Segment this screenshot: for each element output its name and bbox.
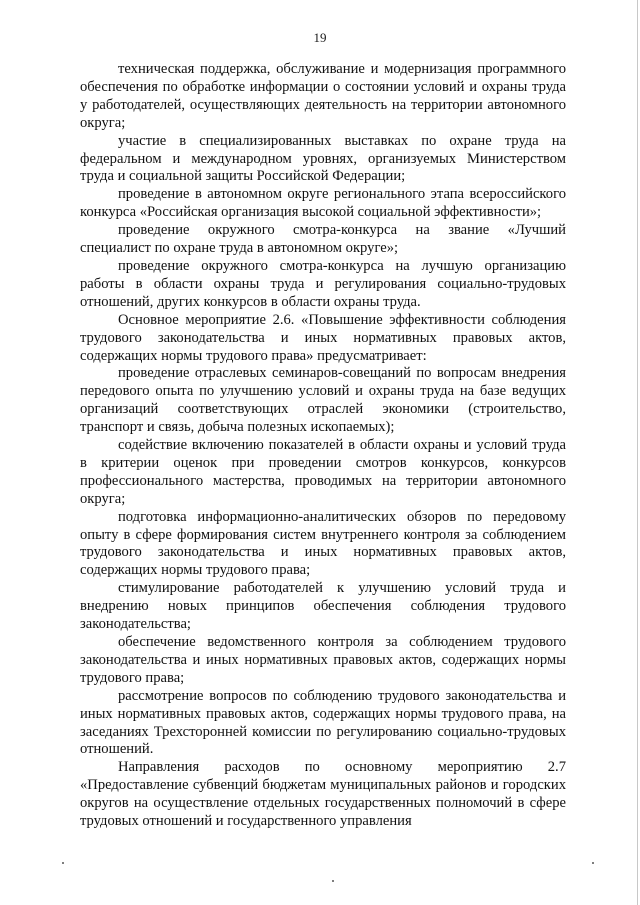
scan-speck — [62, 862, 64, 864]
paragraph-13: Направления расходов по основному мероприятию 2.7 «Предоставление субвенций бюджетам муниципальных районов и городских округов на осуществление отдельных государственных полномочий в сфере трудовых отношений и государственного управления — [80, 759, 566, 830]
paragraph-1: техническая поддержка, обслуживание и модернизация программного обеспечения по обработке информации о состоянии условий и охраны труда у работодателей, осуществляющих деятельность на территории автономного округа; — [80, 61, 566, 131]
scan-edge-line — [637, 0, 638, 905]
paragraph-2: участие в специализированных выставках по охране труда на федеральном и международном уровнях, организуемых Министерством труда и социальной защиты Российской Федерации; — [80, 132, 566, 185]
document-body — [80, 61, 566, 831]
scan-speck — [592, 862, 594, 864]
scan-speck — [332, 880, 334, 882]
paragraph-4: проведение окружного смотра-конкурса на звание «Лучший специалист по охране труда в автономном округе»; — [80, 222, 566, 257]
paragraph-3: проведение в автономном округе регионального этапа всероссийского конкурса «Российская организация высокой социальной эффективности»; — [80, 186, 566, 221]
page-number: 19 — [313, 30, 327, 45]
paragraph-9: подготовка информационно-аналитических обзоров по передовому опыту в сфере формирования систем внутреннего контроля за соблюдением трудового законодательства и иных нормативных правовых актов, содержащих нормы трудового права; — [80, 508, 566, 579]
paragraph-8: содействие включению показателей в области охраны и условий труда в критерии оценок при проведении смотров конкурсов, конкурсов профессионального мастерства, проводимых на территории автономного округа; — [80, 437, 566, 507]
paragraph-11: обеспечение ведомственного контроля за соблюдением трудового законодательства и иных нормативных правовых актов, содержащих нормы трудового права; — [80, 634, 566, 686]
paragraph-7: проведение отраслевых семинаров-совещаний по вопросам внедрения передового опыта по улучшению условий и охраны труда на базе ведущих организаций соответствующих отраслей экономики (строительство, транспорт и связь, добыча полезных ископаемых); — [80, 365, 566, 436]
paragraph-12: рассмотрение вопросов по соблюдению трудового законодательства и иных нормативных правовых актов, содержащих нормы трудового права, на заседаниях Трехсторонней комиссии по регулированию социально-трудовых отношений. — [80, 687, 566, 758]
paragraph-5: проведение окружного смотра-конкурса на лучшую организацию работы в области охраны труда и регулирования социально-трудовых отношений, других конкурсов в области охраны труда. — [80, 257, 566, 310]
paragraph-6: Основное мероприятие 2.6. «Повышение эффективности соблюдения трудового законодательства и иных нормативных правовых актов, содержащих нормы трудового права» предусматривает: — [80, 311, 566, 364]
paragraph-10: стимулирование работодателей к улучшению условий труда и внедрению новых принципов обеспечения соблюдения трудового законодательства; — [80, 580, 566, 633]
